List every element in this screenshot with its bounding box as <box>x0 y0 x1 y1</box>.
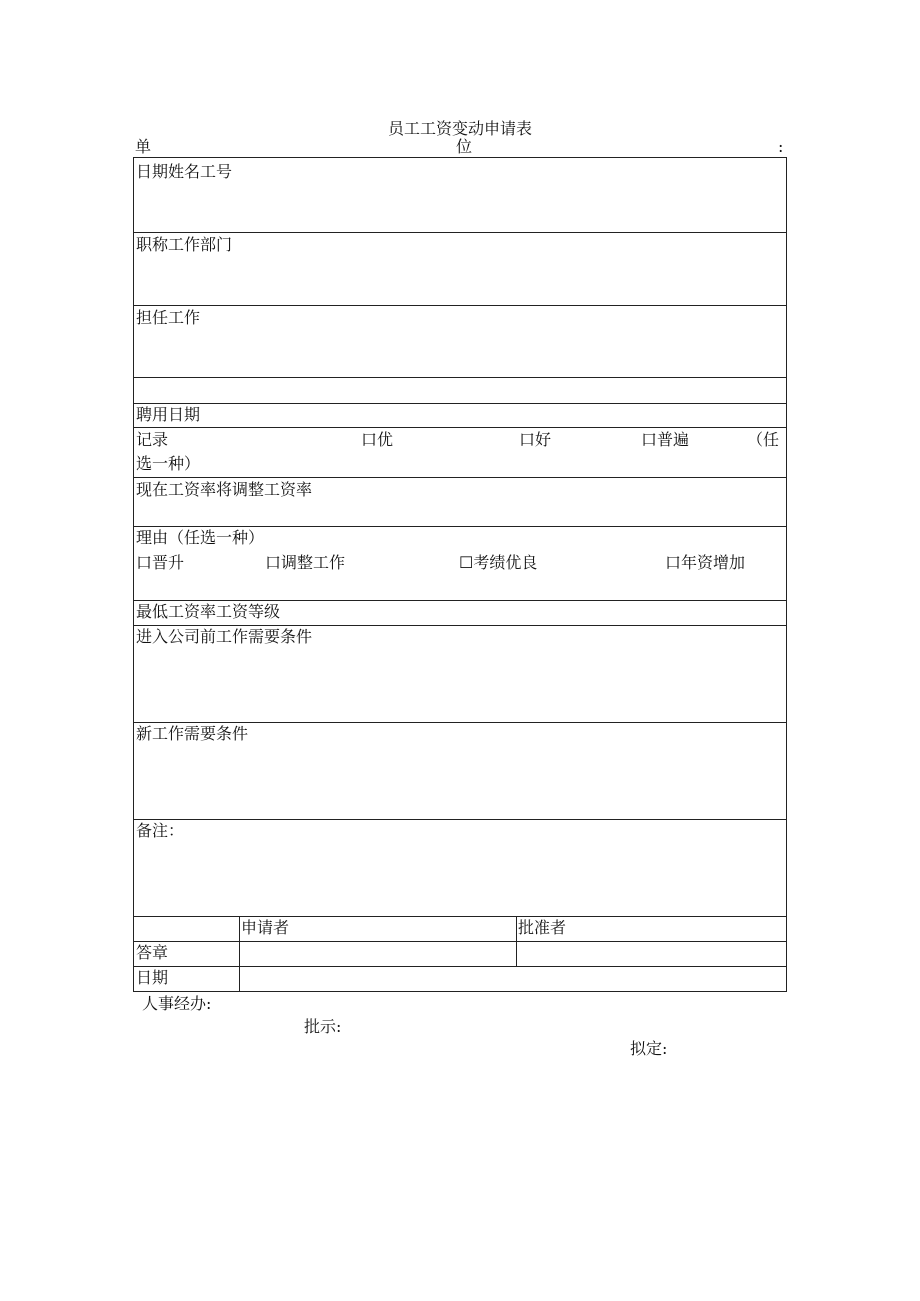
field-title-dept: 职称工作部门 <box>136 235 233 254</box>
drafted-label: 拟定: <box>630 1039 668 1058</box>
record-option-excellent[interactable]: 口优 <box>361 430 394 449</box>
field-min-rate: 最低工资率工资等级 <box>136 602 281 621</box>
row-divider <box>134 625 786 626</box>
row-divider <box>134 526 786 527</box>
hr-handler-label: 人事经办: <box>142 994 212 1013</box>
field-new-requirements: 新工作需要条件 <box>136 724 249 743</box>
applicant-header: 申请者 <box>241 918 290 937</box>
field-remarks: 备注： <box>136 821 185 840</box>
row-divider <box>134 941 786 942</box>
row-divider <box>134 377 786 378</box>
row-divider <box>134 427 786 428</box>
unit-colon: : <box>778 137 784 156</box>
column-divider <box>239 916 240 992</box>
application-form-table <box>133 157 787 992</box>
reason-option-promotion[interactable]: 口晋升 <box>136 553 185 572</box>
reason-option-job-adjust[interactable]: 口调整工作 <box>265 553 346 572</box>
record-note: （任 <box>747 430 780 449</box>
field-prior-requirements: 进入公司前工作需要条件 <box>136 627 313 646</box>
row-divider <box>134 916 786 917</box>
unit-label-part2: 位 <box>456 137 473 156</box>
record-option-good[interactable]: 口好 <box>519 430 552 449</box>
row-divider <box>134 819 786 820</box>
field-date-name-id: 日期姓名工号 <box>136 162 233 181</box>
row-divider <box>134 305 786 306</box>
row-divider <box>134 966 786 967</box>
seal-label: 答章 <box>136 943 169 962</box>
field-rate: 现在工资率将调整工资率 <box>136 480 313 499</box>
sign-date-label: 日期 <box>136 968 169 987</box>
reason-option-merit[interactable]: ☐考绩优良 <box>459 553 538 572</box>
approver-header: 批准者 <box>518 918 567 937</box>
approval-label: 批示: <box>304 1017 342 1036</box>
field-reason: 理由（任选一种） <box>136 528 265 547</box>
record-note-cont: 选一种） <box>136 454 201 473</box>
document-title: 员工工资变动申请表 <box>387 119 532 138</box>
unit-label-part1: 单 <box>135 137 152 156</box>
row-divider <box>134 600 786 601</box>
row-divider <box>134 403 786 404</box>
field-record: 记录 <box>136 430 169 449</box>
record-option-average[interactable]: 口普遍 <box>641 430 690 449</box>
field-duty: 担任工作 <box>136 308 201 327</box>
row-divider <box>134 477 786 478</box>
column-divider <box>516 916 517 966</box>
field-hire-date: 聘用日期 <box>136 405 201 424</box>
row-divider <box>134 232 786 233</box>
row-divider <box>134 722 786 723</box>
reason-option-seniority[interactable]: 口年资增加 <box>665 553 746 572</box>
